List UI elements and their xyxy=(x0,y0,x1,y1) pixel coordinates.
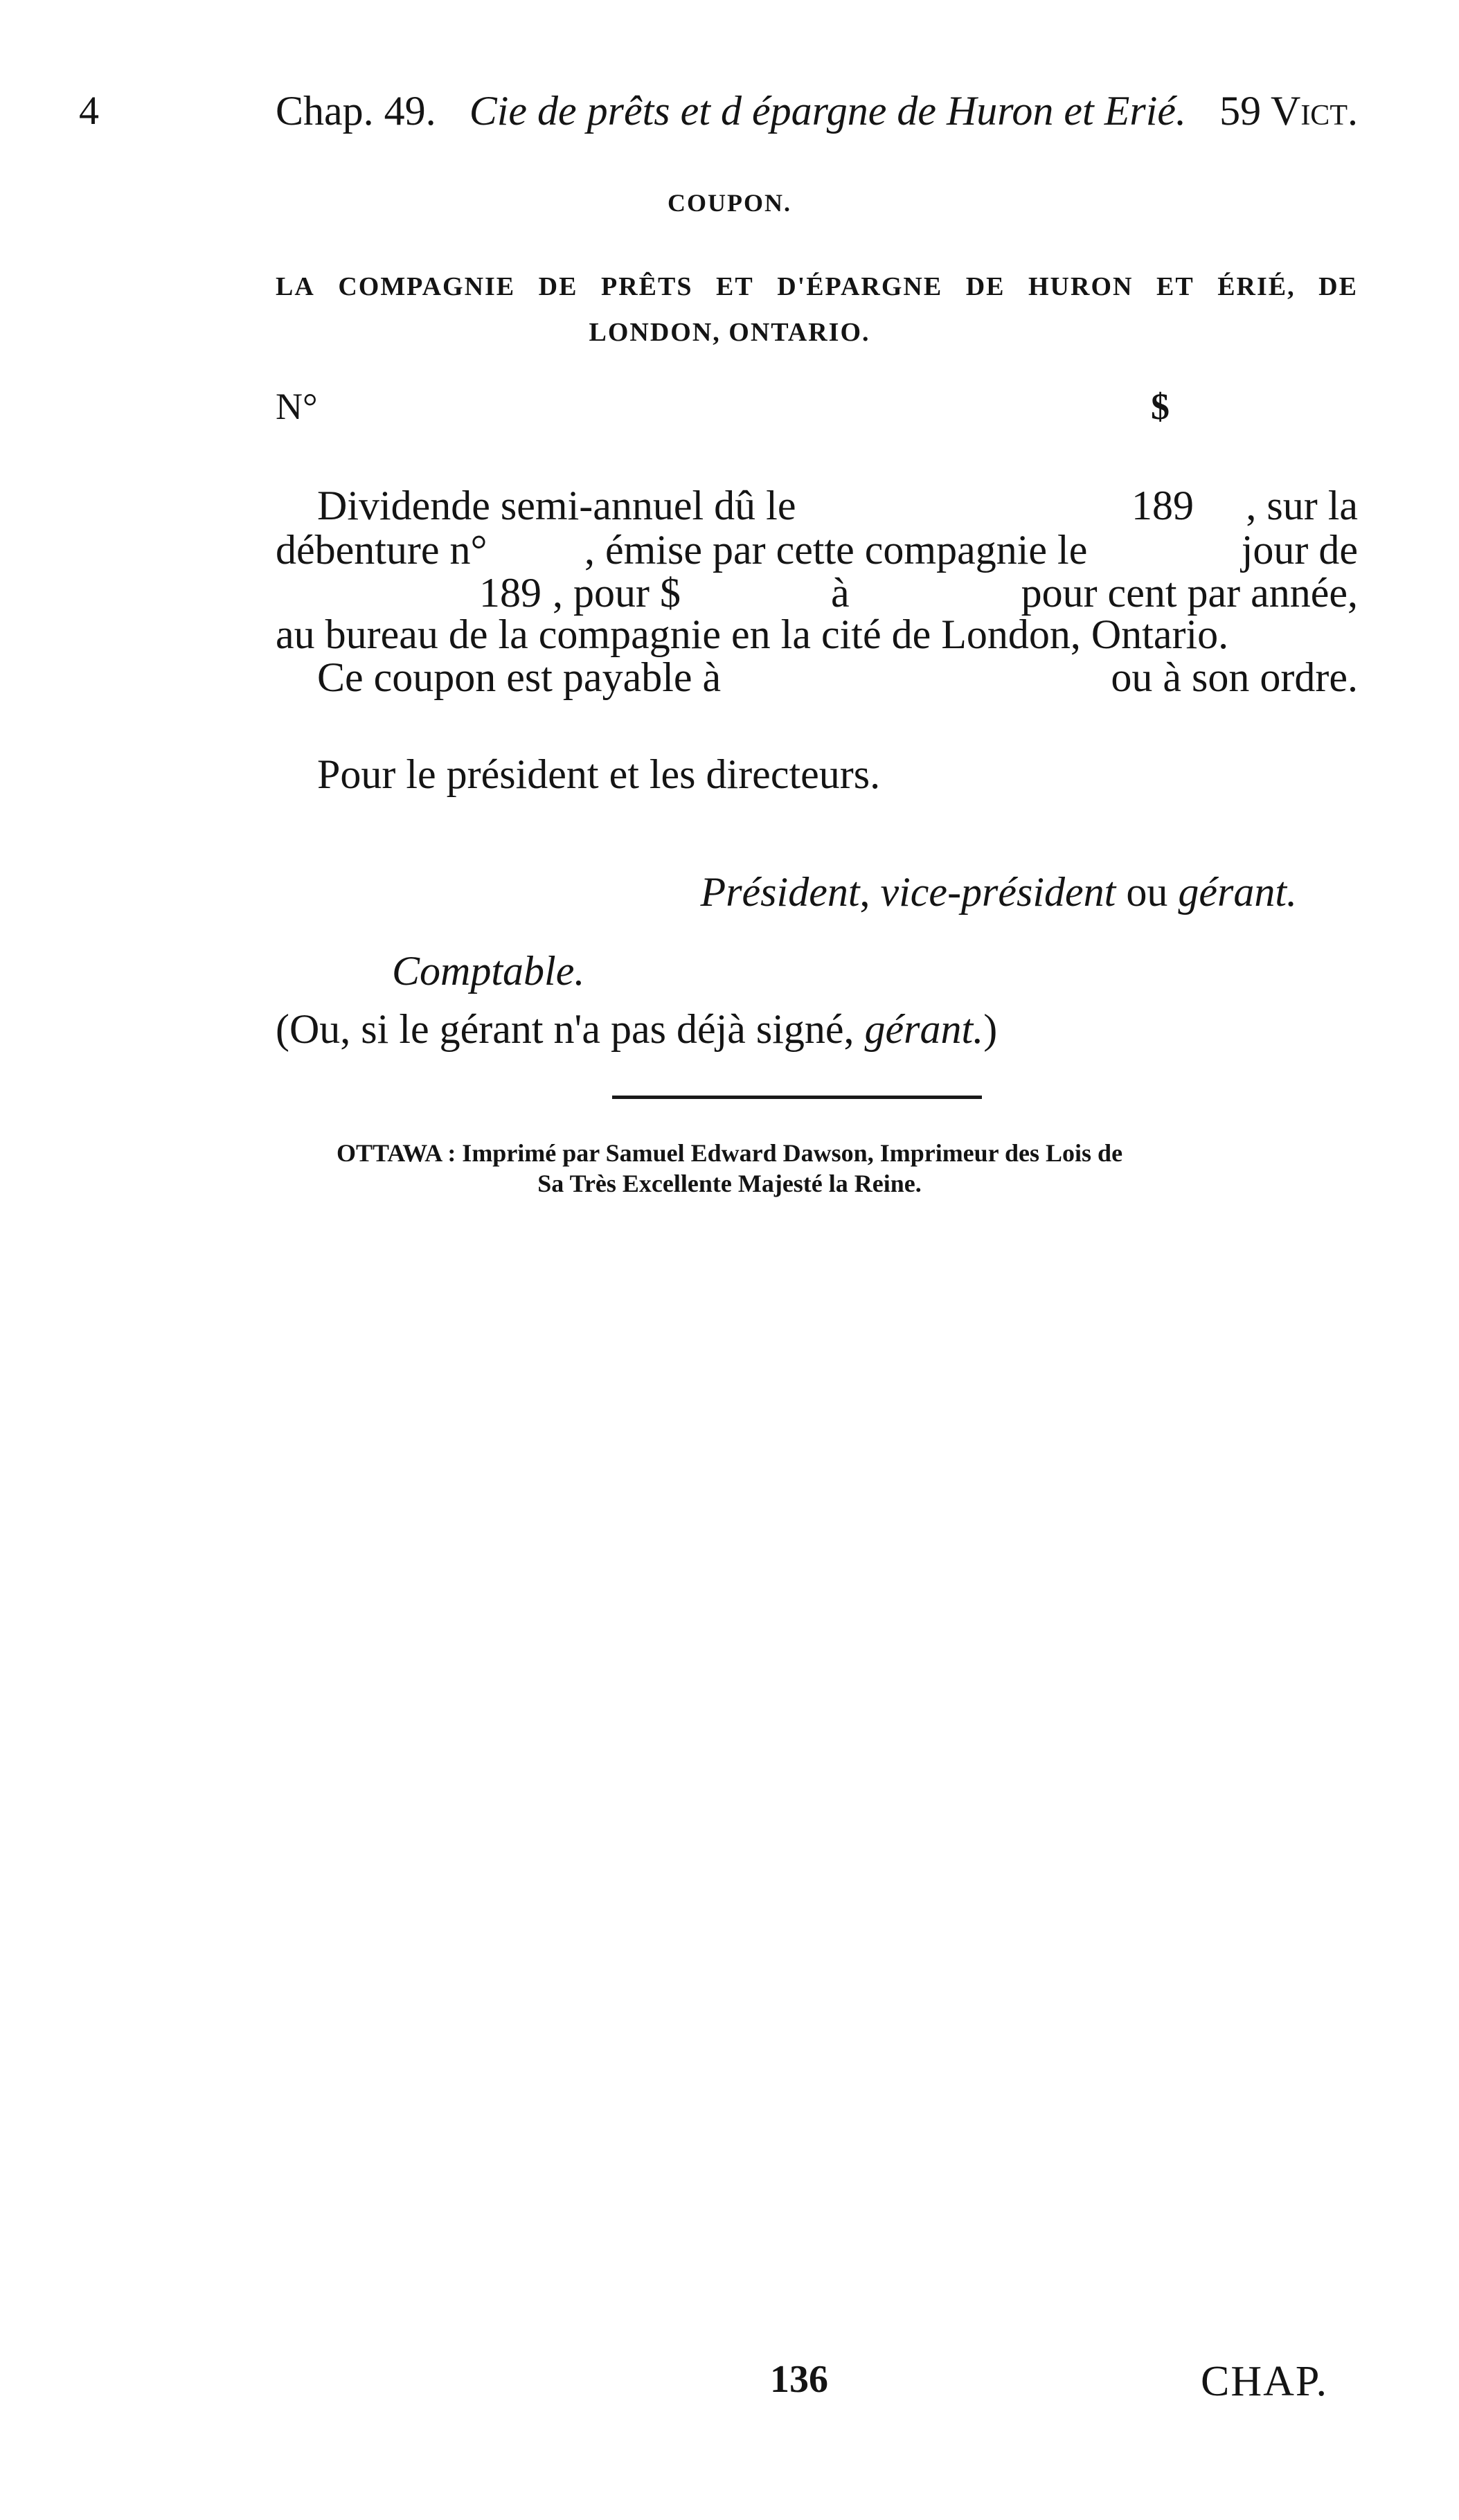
son-ordre-text: ou à son ordre. xyxy=(1111,654,1358,700)
company-word: D'ÉPARGNE xyxy=(777,272,943,301)
body-line-1 xyxy=(276,485,1358,532)
company-word: DE xyxy=(965,272,1005,301)
company-name-line2: LONDON, ONTARIO. xyxy=(589,318,870,347)
bureau-text: au bureau de la compagnie en la cité de London, Ontario. xyxy=(276,611,1229,657)
company-word: DE xyxy=(1318,272,1358,301)
company-name-line1 xyxy=(276,271,1358,302)
imprint-line-2: Sa Très Excellente Majesté la Reine. xyxy=(537,1170,922,1197)
chapter-number: Chap. 49. xyxy=(276,88,436,134)
payable-text: Ce coupon est payable à xyxy=(317,654,722,700)
manager-note-italic: gérant. xyxy=(864,1006,984,1052)
pour-dollar-text: , pour $ xyxy=(553,570,681,616)
manager-note-close: ) xyxy=(983,1006,998,1052)
number-label: N° xyxy=(276,386,318,427)
signature-separator: , xyxy=(859,869,881,915)
signature-or: ou xyxy=(1116,869,1179,915)
body-line-5 xyxy=(276,656,1358,704)
pour-le-president-line: Pour le président et les directeurs. xyxy=(317,751,881,797)
company-word: ET xyxy=(1156,272,1194,301)
a-text: à xyxy=(831,570,850,616)
company-word: PRÊTS xyxy=(600,272,693,301)
sur-la-text: , sur la xyxy=(1246,483,1358,528)
regnal-year: 59 Vict. xyxy=(1219,88,1358,134)
president-signature-line xyxy=(701,868,1297,916)
emise-text: , émise par cette compagnie le xyxy=(584,527,1088,573)
company-word: COMPAGNIE xyxy=(338,272,516,301)
year-189-second: 189 xyxy=(479,570,541,616)
accountant-label: Comptable. xyxy=(392,948,585,994)
catchword: CHAP. xyxy=(1201,2358,1329,2405)
coupon-heading: COUPON. xyxy=(668,189,791,217)
manager-note-line xyxy=(276,1006,997,1053)
company-word: ÉRIÉ, xyxy=(1217,272,1296,301)
body-line-4 xyxy=(276,611,1358,661)
dollar-label: $ xyxy=(1151,386,1170,427)
company-word: ET xyxy=(715,272,754,301)
page-number: 4 xyxy=(79,88,99,133)
dividend-text: Dividende semi-annuel dû le xyxy=(317,483,796,528)
running-title: Cie de prêts et d épargne de Huron et Erié. xyxy=(469,88,1187,134)
debenture-text: débenture n° xyxy=(276,527,487,573)
year-189: 189 xyxy=(1131,483,1194,528)
company-word: HURON xyxy=(1028,272,1134,301)
pour-cent-text: pour cent par année, xyxy=(1021,570,1358,616)
manager-title: gérant. xyxy=(1178,869,1297,915)
jour-de-text: jour de xyxy=(1241,527,1358,573)
imprint-line-1: OTTAWA : Imprimé par Samuel Edward Dawson, Imprimeur des Lois de xyxy=(336,1139,1123,1167)
divider-rule xyxy=(612,1096,982,1099)
body-line-2 xyxy=(276,529,1358,576)
company-word: DE xyxy=(538,272,578,301)
running-head xyxy=(276,87,1358,135)
vice-president-title: vice-président xyxy=(880,869,1116,915)
company-word: LA xyxy=(276,272,315,301)
manager-note-text: (Ou, si le gérant n'a pas déjà signé, xyxy=(276,1006,865,1052)
footer-page-number: 136 xyxy=(770,2358,828,2401)
president-title: Président xyxy=(700,869,860,915)
